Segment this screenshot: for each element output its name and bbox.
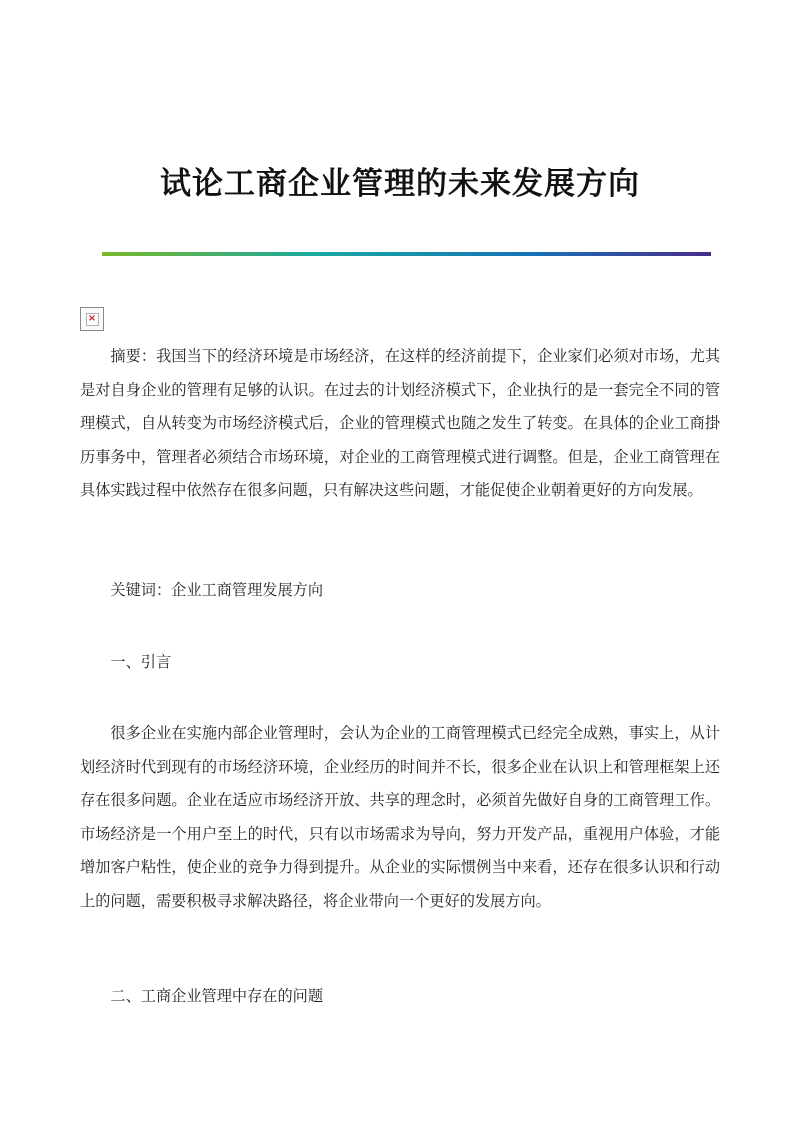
section-heading-introduction: 一、引言 — [110, 653, 172, 671]
broken-image-icon — [80, 307, 104, 331]
document-title: 试论工商企业管理的未来发展方向 — [160, 166, 640, 202]
keywords-line: 关键词：企业工商管理发展方向 — [110, 581, 324, 599]
broken-image-mark: × — [86, 313, 99, 326]
introduction-paragraph: 很多企业在实施内部企业管理时，会认为企业的工商管理模式已经完全成熟，事实上，从计划经济时代到现有的市场经济环境，企业经历的时间并不长，很多企业在认识上和管理框架上还存在很多问题。企业在适应市场经济开放、共享的理念时，必须首先做好自身的工商管理工作。市场经济是一个用户至上的时代，只有以市场需求为导向，努力开发产品，重视用户体验，才能增加客户粘性，使企业的竞争力得到提升。从企业的实际惯例当中来看，还存在很多认识和行动上的问题，需要积极寻求解决路径，将企业带向一个更好的发展方向。 — [80, 724, 720, 910]
title-divider — [102, 252, 711, 256]
section-heading-problems: 二、工商企业管理中存在的问题 — [110, 987, 324, 1005]
abstract-paragraph: 摘要：我国当下的经济环境是市场经济，在这样的经济前提下，企业家们必须对市场，尤其是对自身企业的管理有足够的认识。在过去的计划经济模式下，企业执行的是一套完全不同的管理模式，自从转变为市场经济模式后，企业的管理模式也随之发生了转变。在具体的企业工商掛历事务中，管理者必须结合市场环境，对企业的工商管理模式进行调整。但是，企业工商管理在具体实践过程中依然存在很多问题，只有解决这些问题，才能促使企业朝着更好的方向发展。 — [80, 347, 720, 499]
